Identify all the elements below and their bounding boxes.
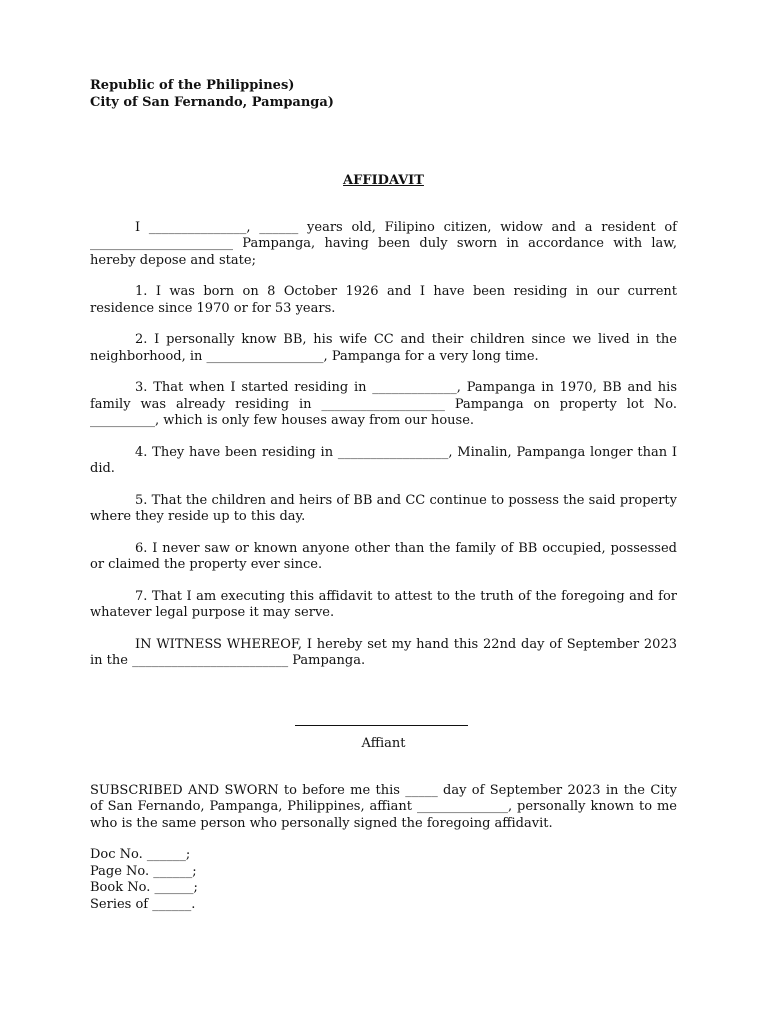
paragraph-7: 7. That I am executing this affidavit to attest to the truth of the foregoing and for whatever legal purpose it may serve.	[90, 588, 677, 620]
signature-line	[295, 725, 468, 726]
affiant-label: Affiant	[361, 736, 406, 751]
witness-paragraph: IN WITNESS WHEREOF, I hereby set my hand this 22nd day of September 2023 in the ________________________ Pampanga.	[90, 636, 677, 668]
caption-city: City of San Fernando, Pampanga)	[90, 94, 334, 110]
doc-no-entry: Doc No. ______;	[90, 847, 191, 862]
signature-block	[90, 715, 677, 753]
notary-jurat: SUBSCRIBED AND SWORN to before me this _____ day of September 2023 in the City of San Fernando, Pampanga, Philippines, affiant ______________, personally known to me who is the same person who personally signed the foregoing affidavit.	[90, 782, 677, 831]
paragraph-5: 5. That the children and heirs of BB and CC continue to possess the said property where they reside up to this day.	[90, 492, 677, 524]
book-no-entry: Book No. ______;	[90, 880, 198, 895]
caption-republic: Republic of the Philippines)	[90, 78, 295, 93]
paragraph-1: 1. I was born on 8 October 1926 and I have been residing in our current residence since 1970 or for 53 years.	[90, 284, 677, 316]
document-title: AFFIDAVIT	[343, 173, 424, 188]
notarial-register	[90, 847, 677, 913]
series-entry: Series of ______.	[90, 896, 196, 912]
intro-paragraph: I _______________, ______ years old, Filipino citizen, widow and a resident of ______________________ Pampanga, having been duly sworn in accordance with law, hereby depose and state;	[90, 219, 677, 268]
paragraph-4: 4. They have been residing in _________________, Minalin, Pampanga longer than I did.	[90, 444, 677, 476]
affidavit-document	[90, 78, 677, 913]
paragraph-3: 3. That when I started residing in _____________, Pampanga in 1970, BB and his family was already residing in ___________________ Pampanga on property lot No. __________, which is only few houses away from our house.	[90, 380, 677, 428]
page-no-entry: Page No. ______;	[90, 863, 197, 879]
paragraph-6: 6. I never saw or known anyone other than the family of BB occupied, possessed or claimed the property ever since.	[90, 540, 677, 572]
paragraph-2: 2. I personally know BB, his wife CC and their children since we lived in the neighborhood, in __________________, Pampanga for a very long time.	[90, 332, 677, 364]
